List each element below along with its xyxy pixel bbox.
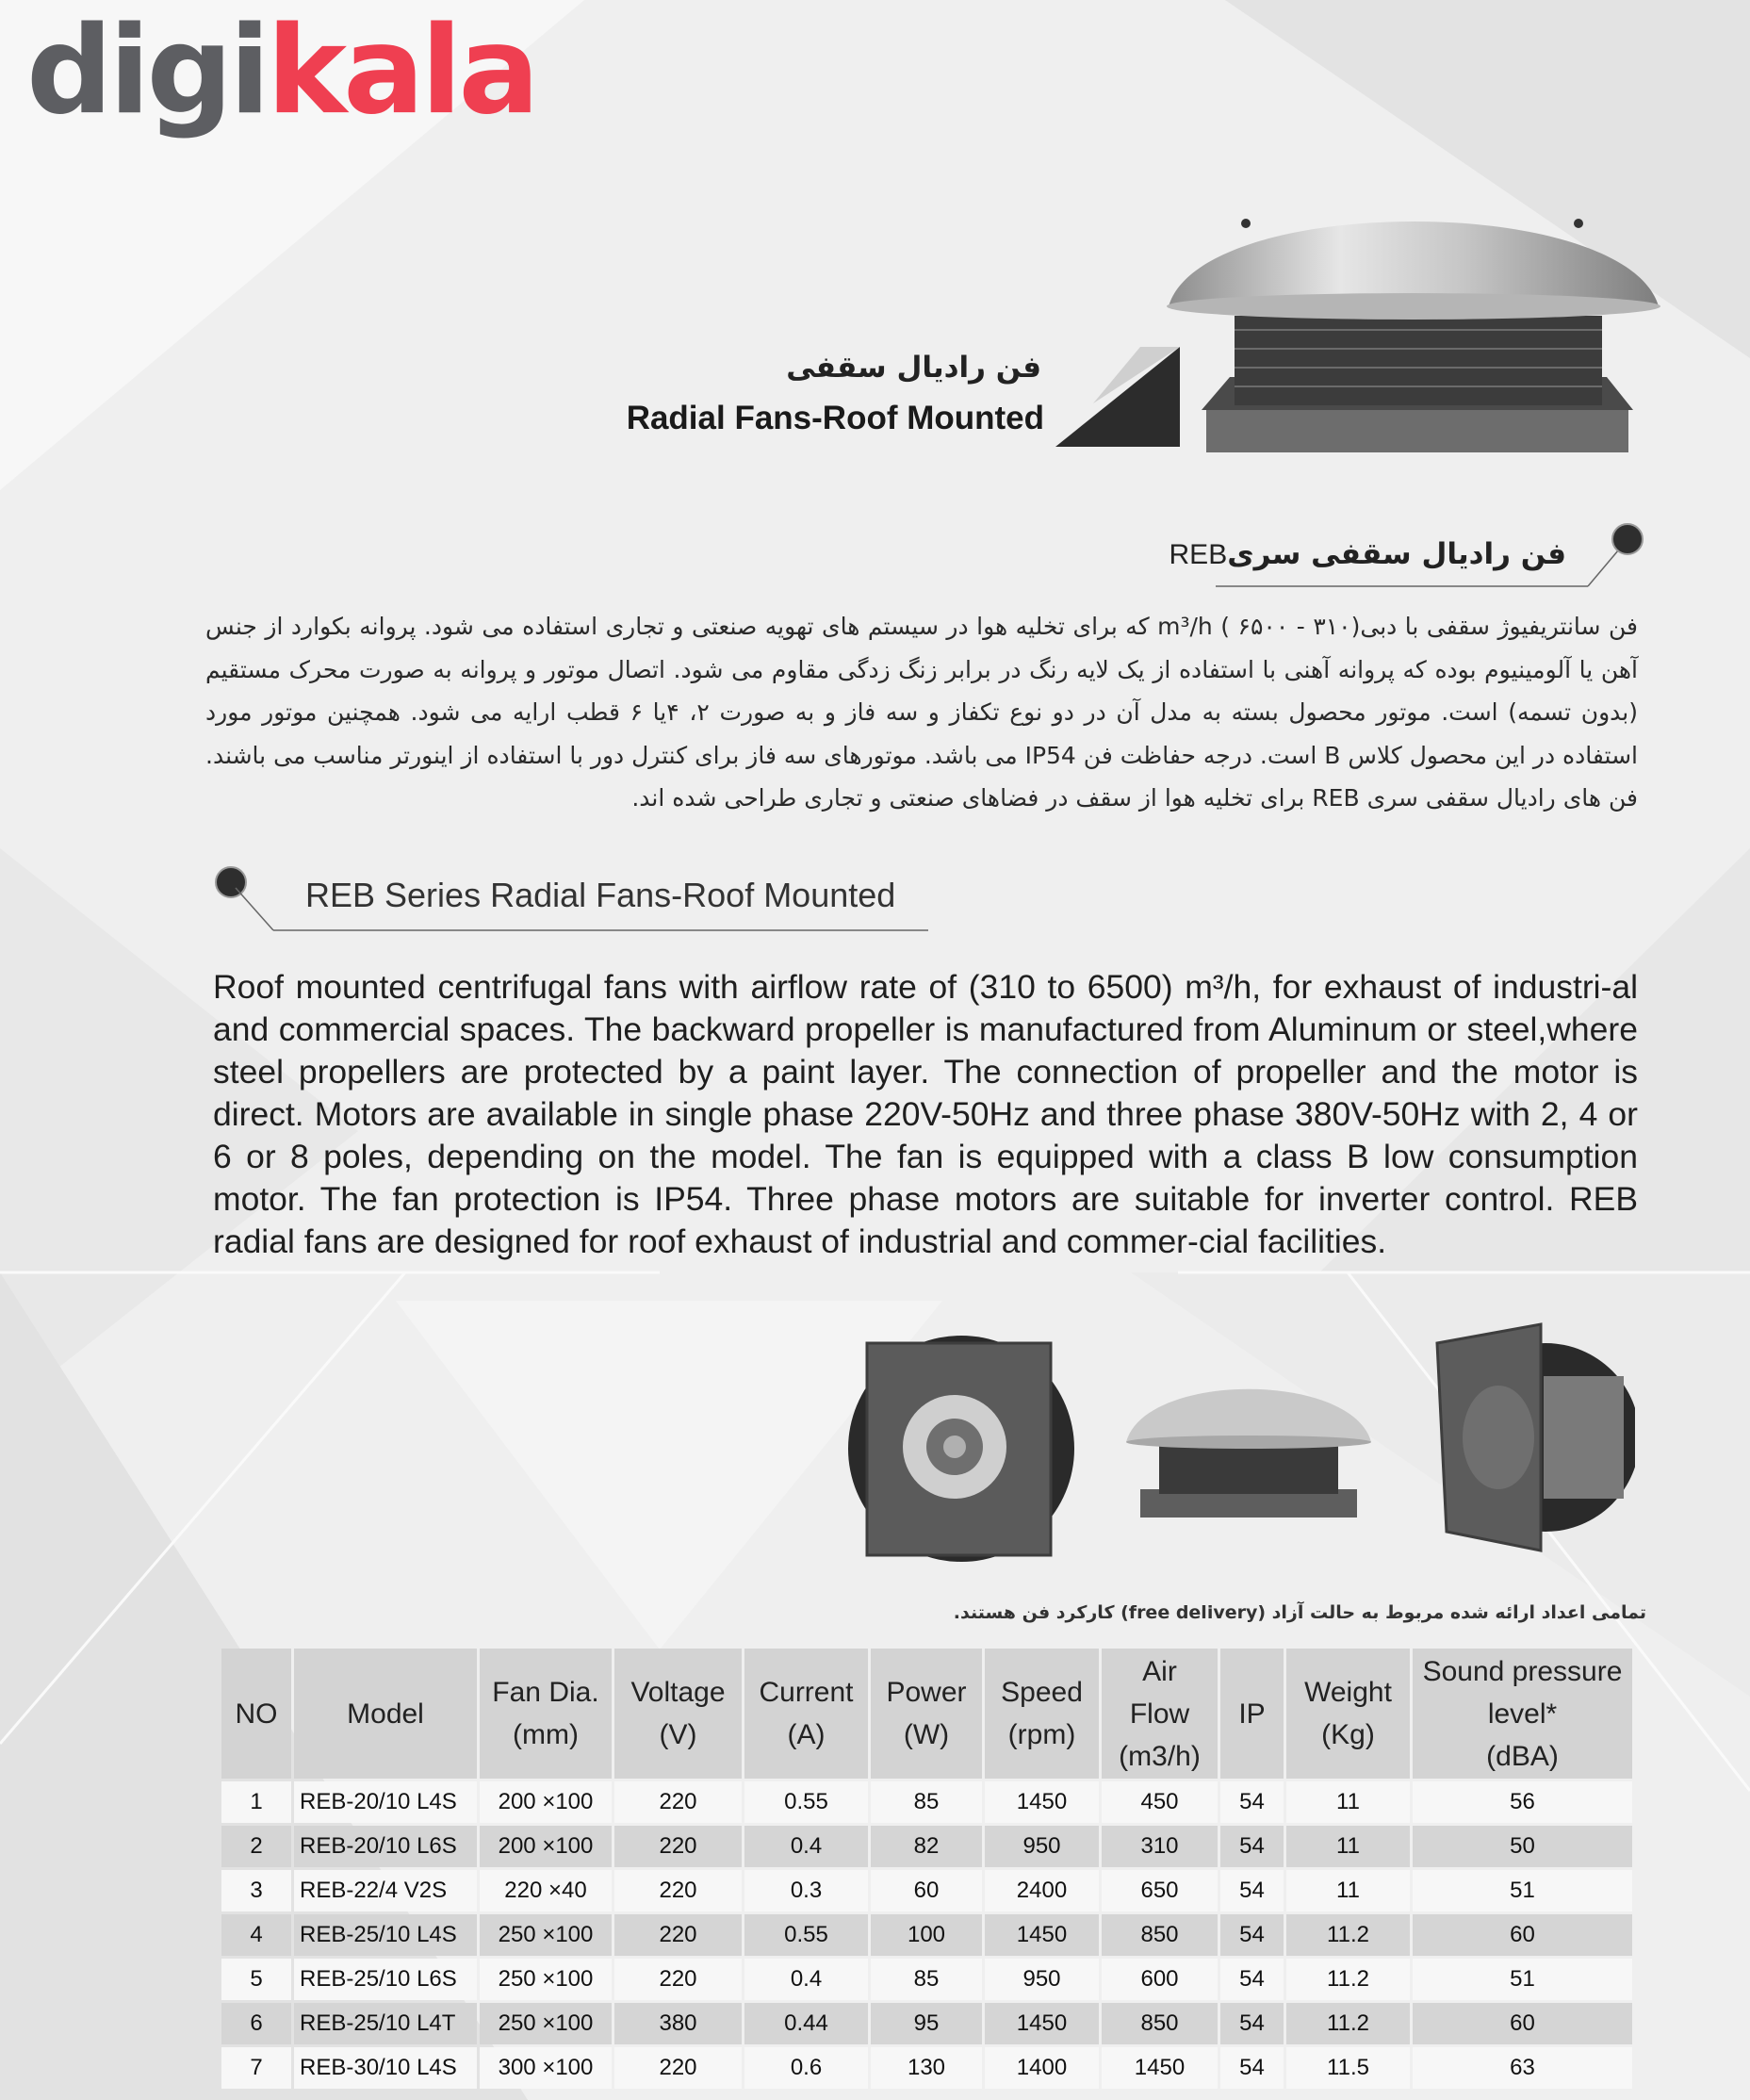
digikala-logo[interactable]: [26, 1, 536, 141]
cell-no: 4: [221, 1914, 291, 1956]
cell-power: 85: [871, 1781, 982, 1823]
cell-air-flow: 1450: [1102, 2047, 1218, 2089]
cell-fan-dia: 250 ×100: [480, 1914, 612, 1956]
cell-weight: 11.2: [1286, 1914, 1410, 1956]
cell-speed: 1450: [985, 2003, 1099, 2044]
cell-current: 0.6: [744, 2047, 868, 2089]
cell-air-flow: 650: [1102, 1870, 1218, 1911]
cell-no: 1: [221, 1781, 291, 1823]
cell-weight: 11: [1286, 1870, 1410, 1911]
table-row: [221, 1781, 1632, 1823]
cell-power: 95: [871, 2003, 982, 2044]
decorative-triangle: [1055, 347, 1180, 447]
cell-ip: 54: [1220, 2047, 1284, 2089]
cell-voltage: 220: [614, 1781, 742, 1823]
cell-fan-dia: 200 ×100: [480, 1781, 612, 1823]
cell-ip: 54: [1220, 1959, 1284, 2000]
logo-text-digi: digi: [26, 1, 267, 141]
cell-ip: 54: [1220, 1914, 1284, 1956]
cell-current: 0.4: [744, 1826, 868, 1867]
cell-power: 85: [871, 1959, 982, 2000]
cell-sound: 56: [1413, 1781, 1632, 1823]
cell-speed: 1450: [985, 1914, 1099, 1956]
col-header-speed: Speed (rpm): [985, 1649, 1099, 1779]
cell-speed: 2400: [985, 1870, 1099, 1911]
cell-fan-dia: 220 ×40: [480, 1870, 612, 1911]
col-header-model: Model: [294, 1649, 477, 1779]
cell-ip: 54: [1220, 1781, 1284, 1823]
roof-fan-hero-image: [1164, 174, 1663, 457]
col-header-current: Current (A): [744, 1649, 868, 1779]
table-row: [221, 1959, 1632, 2000]
cell-air-flow: 310: [1102, 1826, 1218, 1867]
cell-sound: 63: [1413, 2047, 1632, 2089]
table-row: [221, 1914, 1632, 1956]
cell-no: 3: [221, 1870, 291, 1911]
cell-current: 0.3: [744, 1870, 868, 1911]
cell-fan-dia: 300 ×100: [480, 2047, 612, 2089]
fa-heading-code: REB: [1169, 539, 1228, 570]
free-delivery-note: تمامی اعداد ارائه شده مربوط به حالت آزاد (free delivery) کارکرد فن هستند.: [953, 1602, 1646, 1623]
cell-current: 0.55: [744, 1914, 868, 1956]
fa-heading-text: فن رادیال سقفی سری: [1227, 537, 1566, 571]
cell-model: REB-20/10 L4S: [294, 1781, 477, 1823]
table-row: [221, 1826, 1632, 1867]
fan-bottom-view-image: [843, 1334, 1079, 1565]
cell-power: 100: [871, 1914, 982, 1956]
cell-speed: 1450: [985, 1781, 1099, 1823]
cell-air-flow: 600: [1102, 1959, 1218, 2000]
col-header-ip: IP: [1220, 1649, 1284, 1779]
cell-weight: 11.2: [1286, 1959, 1410, 2000]
cell-no: 5: [221, 1959, 291, 2000]
table-header-row: [221, 1649, 1632, 1779]
col-header-weight: Weight (Kg): [1286, 1649, 1410, 1779]
cell-weight: 11: [1286, 1781, 1410, 1823]
spec-table: [219, 1646, 1635, 2092]
en-description: Roof mounted centrifugal fans with airflow rate of (310 to 6500) m³/h, for exhaust of industri-al and commercial spaces. The backward propeller is manufactured from Aluminum or steel,where steel propellers are protected by a paint layer. The connection of propeller and the motor is direct. Motors are available in single phase 220V-50Hz and three phase 380V-50Hz with 2, 4 or 6 or 8 poles, depending on the model. The fan is equipped with a class B low consumption motor. The fan protection is IP54. Three phase motors are suitable for inverter control. REB radial fans are designed for roof exhaust of industrial and commer-cial facilities.: [213, 968, 1638, 1260]
cell-voltage: 220: [614, 1959, 742, 2000]
col-header-voltage: Voltage (V): [614, 1649, 742, 1779]
cell-model: REB-20/10 L6S: [294, 1826, 477, 1867]
cell-fan-dia: 250 ×100: [480, 2003, 612, 2044]
cell-weight: 11: [1286, 1826, 1410, 1867]
col-header-no: NO: [221, 1649, 291, 1779]
col-header-sound: Sound pressure level* (dBA): [1413, 1649, 1632, 1779]
table-row: [221, 2003, 1632, 2044]
cell-sound: 51: [1413, 1870, 1632, 1911]
fan-side-view-image: [1121, 1371, 1376, 1522]
en-section-heading: REB Series Radial Fans-Roof Mounted: [305, 876, 896, 914]
cell-air-flow: 850: [1102, 2003, 1218, 2044]
hero-title-fa: فن رادیال سقفی: [786, 351, 1041, 385]
cell-power: 130: [871, 2047, 982, 2089]
cell-ip: 54: [1220, 1826, 1284, 1867]
cell-model: REB-25/10 L6S: [294, 1959, 477, 2000]
cell-weight: 11.5: [1286, 2047, 1410, 2089]
cell-voltage: 380: [614, 2003, 742, 2044]
cell-sound: 50: [1413, 1826, 1632, 1867]
col-header-power: Power (W): [871, 1649, 982, 1779]
cell-voltage: 220: [614, 1870, 742, 1911]
cell-current: 0.55: [744, 1781, 868, 1823]
cell-model: REB-25/10 L4T: [294, 2003, 477, 2044]
fan-angled-view-image: [1432, 1320, 1635, 1560]
cell-voltage: 220: [614, 1914, 742, 1956]
cell-speed: 950: [985, 1826, 1099, 1867]
cell-voltage: 220: [614, 2047, 742, 2089]
table-row: [221, 1870, 1632, 1911]
cell-air-flow: 850: [1102, 1914, 1218, 1956]
cell-fan-dia: 200 ×100: [480, 1826, 612, 1867]
cell-ip: 54: [1220, 1870, 1284, 1911]
cell-current: 0.44: [744, 2003, 868, 2044]
cell-ip: 54: [1220, 2003, 1284, 2044]
cell-fan-dia: 250 ×100: [480, 1959, 612, 2000]
cell-sound: 60: [1413, 1914, 1632, 1956]
cell-speed: 1400: [985, 2047, 1099, 2089]
fa-description: فن سانتریفیوژ سقفی با دبیm³/h ( ۶۵۰۰ - ۳۱۰) که برای تخلیه هوا در سیستم های تهویه صنعتی و تجاری استفاده می شود. پروانه بکوارد از جنس آهن یا آلومینیوم بوده که پروانه آهنی با استفاده از یک لایه رنگ در برابر زنگ زدگی مقاوم می شود. اتصال موتور و پروانه به صورت محرک مستقیم (بدون تسمه) است. موتور محصول بسته به مدل آن در دو نوع تکفاز و سه فاز و به صورت ۲، ۴یا ۶ قطب ارایه می شود. همچنین موتور مورد استفاده در این محصول کلاس B است. درجه حفاظت فن IP54 می باشد. موتورهای سه فاز برای کنترل دور با استفاده از اینورتر مناسب می باشند. فن های رادیال سقفی سری REB برای تخلیه هوا از سقف در فضاهای صنعتی و تجاری طراحی شده اند.: [205, 613, 1639, 812]
cell-no: 2: [221, 1826, 291, 1867]
cell-air-flow: 450: [1102, 1781, 1218, 1823]
cell-weight: 11.2: [1286, 2003, 1410, 2044]
cell-power: 60: [871, 1870, 982, 1911]
fa-section-heading: [1158, 537, 1566, 571]
cell-sound: 60: [1413, 2003, 1632, 2044]
logo-text-kala: kala: [267, 1, 536, 141]
cell-sound: 51: [1413, 1959, 1632, 2000]
cell-no: 7: [221, 2047, 291, 2089]
cell-model: REB-30/10 L4S: [294, 2047, 477, 2089]
hero-title-en: Radial Fans-Roof Mounted: [626, 400, 1044, 436]
cell-no: 6: [221, 2003, 291, 2044]
col-header-air-flow: Air Flow (m3/h): [1102, 1649, 1218, 1779]
col-header-fan-dia: Fan Dia. (mm): [480, 1649, 612, 1779]
cell-power: 82: [871, 1826, 982, 1867]
cell-speed: 950: [985, 1959, 1099, 2000]
cell-voltage: 220: [614, 1826, 742, 1867]
cell-current: 0.4: [744, 1959, 868, 2000]
cell-model: REB-25/10 L4S: [294, 1914, 477, 1956]
table-row: [221, 2047, 1632, 2089]
cell-model: REB-22/4 V2S: [294, 1870, 477, 1911]
